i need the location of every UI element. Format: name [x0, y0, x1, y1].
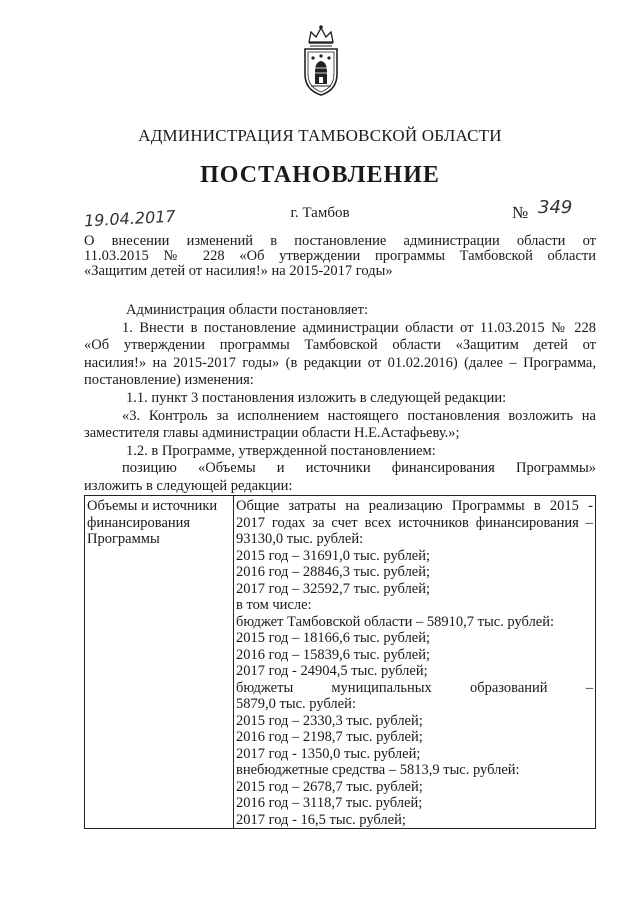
- content-line: 2016 год – 15839,6 тыс. рублей;: [236, 646, 431, 663]
- content-line: в том числе:: [236, 597, 312, 613]
- content-line: 2016 год – 3118,7 тыс. рублей;: [236, 795, 423, 811]
- content-line: 2016 год – 2198,7 тыс. рублей;: [236, 729, 423, 745]
- paragraph-line: «Об утверждении программы Тамбовской области «Защитим детей от: [84, 337, 596, 354]
- resolution-intro: Администрация области постановляет:: [126, 302, 368, 318]
- label-line: Объемы и источники: [87, 498, 218, 514]
- content-line: 2016 год – 28846,3 тыс. рублей;: [236, 564, 431, 580]
- content-line: 2017 год - 24904,5 тыс. рублей;: [236, 663, 428, 679]
- content-line: бюджет Тамбовской области – 58910,7 тыс. рублей:: [236, 613, 555, 630]
- content-line: внебюджетные средства – 5813,9 тыс. рублей:: [236, 762, 520, 778]
- paragraph-1: [84, 320, 596, 390]
- content-line: 2015 год – 2330,3 тыс. рублей;: [236, 712, 423, 729]
- document-date: 19.04.2017: [83, 206, 177, 231]
- content-line: 2015 год – 31691,0 тыс. рублей;: [236, 547, 431, 564]
- paragraph-position: [84, 460, 596, 495]
- content-line: 93130,0 тыс. рублей:: [236, 531, 364, 547]
- paragraph-line: заместителя главы администрации области Н.Е.Астафьеву.»;: [84, 425, 460, 442]
- paragraph-1-2: 1.2. в Программе, утвержденной постановлением:: [126, 442, 436, 459]
- subject-line: 11.03.2015 № 228 «Об утверждении программы Тамбовской области: [84, 248, 596, 264]
- paragraph-line: 1. Внести в постановление администрации области от 11.03.2015 № 228: [122, 319, 596, 336]
- content-line: 2015 год – 2678,7 тыс. рублей;: [236, 778, 423, 795]
- content-line: 2017 годах за счет всех источников финансирования –: [236, 514, 593, 531]
- content-line: 2015 год – 18166,6 тыс. рублей;: [236, 630, 431, 646]
- paragraph-quote: [84, 408, 596, 443]
- content-line: бюджеты муниципальных образований –: [236, 679, 593, 696]
- document-type-title: ПОСТАНОВЛЕНИЕ: [200, 162, 440, 188]
- content-line: 2017 год - 16,5 тыс. рублей;: [236, 811, 406, 828]
- document-subject: [84, 234, 596, 279]
- content-line: 5879,0 тыс. рублей:: [236, 696, 356, 712]
- table-cell-label: [85, 496, 234, 829]
- paragraph-line: позицию «Объемы и источники финансирования Программы»: [122, 460, 596, 477]
- content-line: 2017 год – 32592,7 тыс. рублей;: [236, 580, 431, 597]
- organization-name: АДМИНИСТРАЦИЯ ТАМБОВСКОЙ ОБЛАСТИ: [138, 126, 502, 145]
- subject-line: «Защитим детей от насилия!» на 2015-2017 годы»: [84, 263, 393, 279]
- document-number: 349: [538, 197, 573, 218]
- subject-line: О внесении изменений в постановление администрации области от: [84, 233, 596, 249]
- paragraph-1-1: 1.1. пункт 3 постановления изложить в следующей редакции:: [126, 389, 507, 406]
- content-line: Общие затраты на реализацию Программы в 2015 -: [236, 498, 593, 514]
- table-cell-content: [234, 496, 596, 829]
- table-row: [85, 496, 596, 829]
- paragraph-line: изложить в следующей редакции:: [84, 477, 293, 494]
- paragraph-line: «3. Контроль за исполнением настоящего постановления возложить на: [122, 407, 596, 424]
- label-line: финансирования: [87, 514, 191, 531]
- paragraph-line: насилия!» на 2015-2017 годы» (в редакции от 01.02.2016) (далее – Программа,: [84, 354, 596, 371]
- content-line: 2017 год - 1350,0 тыс. рублей;: [236, 745, 421, 762]
- label-line: Программы: [87, 531, 160, 547]
- document-city: г. Тамбов: [290, 205, 350, 221]
- document-number-label: №: [512, 203, 529, 222]
- document-body: [84, 302, 596, 496]
- paragraph-line: постановление) изменения:: [84, 372, 254, 389]
- financing-table: [84, 495, 596, 829]
- coat-of-arms-emblem: [301, 22, 341, 98]
